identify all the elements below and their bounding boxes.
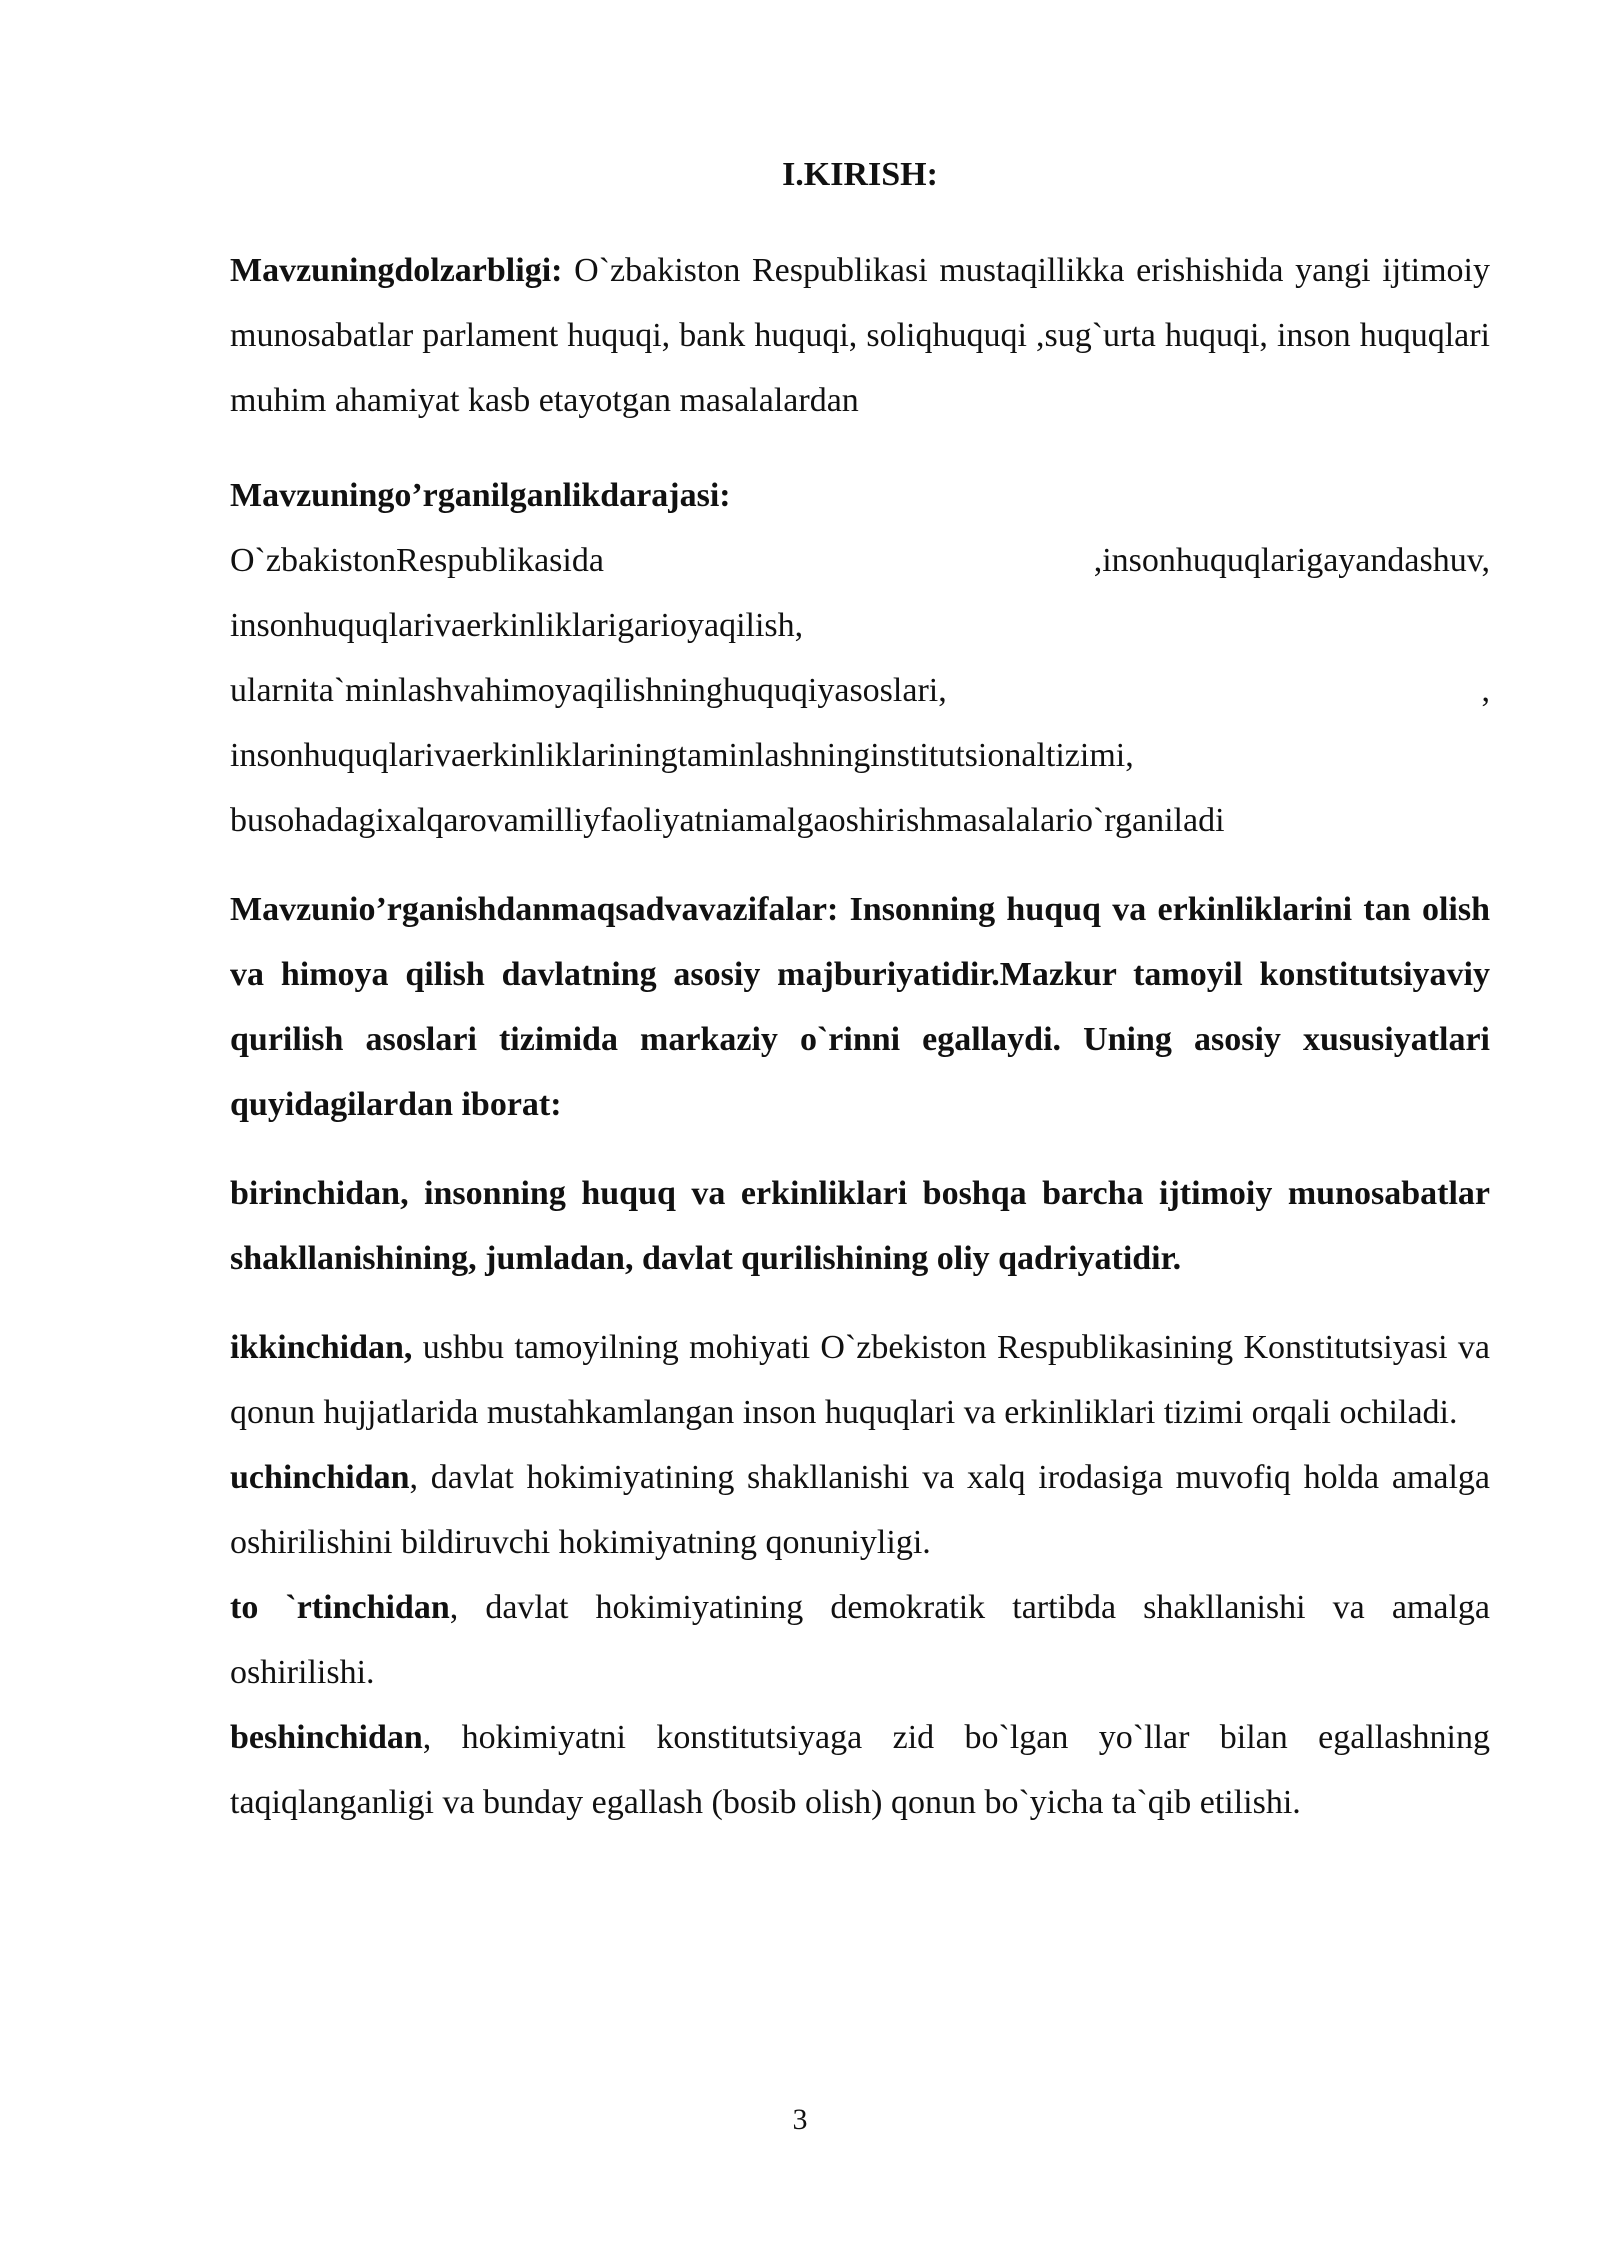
line-right: ,insonhuquqlarigayandashuv,	[1093, 542, 1490, 579]
paragraph-second	[230, 1315, 1490, 1445]
line-right: ,	[1481, 672, 1490, 709]
paragraph-label: Mavzuningdolzarbligi:	[230, 252, 563, 289]
paragraph-label: uchinchidan	[230, 1459, 410, 1496]
section-heading-study-level: Mavzuningo’rganilganlikdarajasi:	[230, 477, 731, 514]
paragraph-label: to `rtinchidan	[230, 1589, 450, 1626]
line-left: O`zbakistonRespublikasida	[230, 542, 604, 579]
paragraph-goals	[230, 877, 1490, 1137]
paragraph-text: ushbu tamoyilning mohiyati O`zbekiston Respublikasining Konstitutsiyasi va qonun hujjatlarida mustahkamlangan inson huquqlari va erkinliklari tizimi orqali ochiladi.	[230, 1329, 1490, 1431]
page-number: 3	[792, 2103, 808, 2136]
paragraph-label: Mavzunio’rganishdanmaqsadvavazifalar:	[230, 891, 839, 928]
paragraph-text: Insonning huquq va erkinliklarini tan olish va himoya qilish davlatning asosiy majburiyatidir.Mazkur tamoyil konstitutsiyaviy qurilish asoslari tizimida markaziy o`rinni egallaydi. Uning asosiy xususiyatlari quyidagilardan iborat:	[230, 891, 1490, 1123]
text-line	[230, 528, 1490, 593]
document-title: I.KIRISH:	[782, 156, 938, 193]
text-line: busohadagixalqarovamilliyfaoliyatniamalgaoshirishmasalalario`rganiladi	[230, 802, 1225, 839]
paragraph-text: O`zbakiston Respublikasi mustaqillikka erishishida yangi ijtimoiy munosabatlar parlament huquqi, bank huquqi, soliqhuquqi ,sug`urta huquqi, inson huquqlari muhim ahamiyat kasb etayotgan masalalardan	[230, 252, 1490, 419]
line-left: ularnita`minlashvahimoyaqilishninghuquqiyasoslari,	[230, 672, 947, 709]
document-body	[230, 150, 1490, 1835]
text-line	[230, 658, 1490, 723]
paragraph-fifth	[230, 1705, 1490, 1835]
paragraph-first: birinchidan, insonning huquq va erkinliklari boshqa barcha ijtimoiy munosabatlar shakllanishining, jumladan, davlat qurilishining oliy qadriyatidir.	[230, 1175, 1490, 1277]
paragraph-text: , hokimiyatni konstitutsiyaga zid bo`lgan yo`llar bilan egallashning taqiqlanganligi va bunday egallash (bosib olish) qonun bo`yicha ta`qib etilishi.	[230, 1719, 1490, 1821]
paragraph-text: , davlat hokimiyatining demokratik tartibda shakllanishi va amalga oshirilishi.	[230, 1589, 1490, 1691]
paragraph-fourth	[230, 1575, 1490, 1705]
paragraph-third	[230, 1445, 1490, 1575]
text-line: insonhuquqlarivaerkinliklarigarioyaqilish,	[230, 607, 804, 644]
paragraph-relevance	[230, 238, 1490, 433]
paragraph-label: beshinchidan	[230, 1719, 423, 1756]
paragraph-label: ikkinchidan,	[230, 1329, 413, 1366]
paragraph-text: , davlat hokimiyatining shakllanishi va xalq irodasiga muvofiq holda amalga oshirilishini bildiruvchi hokimiyatning qonuniyligi.	[230, 1459, 1490, 1561]
text-line: insonhuquqlarivaerkinliklariningtaminlashninginstitutsionaltizimi,	[230, 737, 1134, 774]
